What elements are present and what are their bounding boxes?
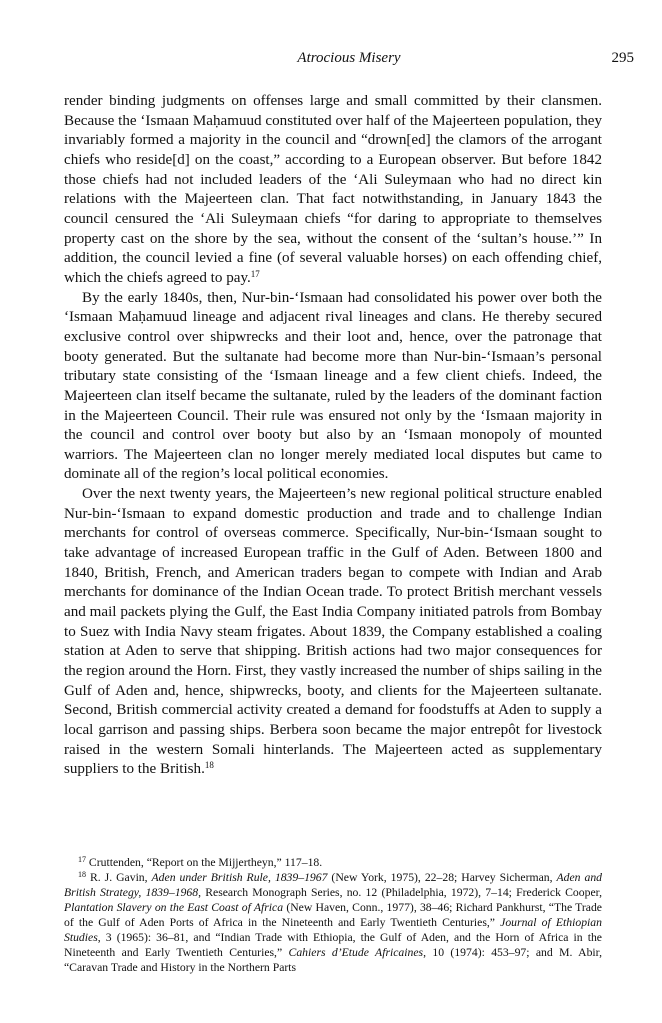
footnote-18-journal: Journal of Ethiopian Studies	[64, 916, 602, 944]
footnote-18-text: , Research Monograph Series, no. 12 (Philadelphia, 1972), 7–14; Frederick Cooper,	[198, 886, 602, 899]
footnote-18-text: , 3 (1965): 36–81, and “Indian Trade with Ethiopia, the Gulf of Aden, and the Horn of Africa in the Nineteenth and Early Twentieth Centuries,”	[64, 931, 602, 959]
paragraph-3	[64, 485, 602, 780]
footnote-18-title-gavin: Aden under British Rule, 1839–1967	[151, 871, 328, 884]
body-text	[64, 92, 602, 780]
footnote-18-text: , 10 (1974): 453–97; and M. Abir, “Caravan Trade and History in the Northern Parts	[64, 946, 603, 974]
footnote-17-mark: 17	[78, 855, 86, 864]
footnote-ref-18: 18	[204, 760, 214, 771]
footnotes	[64, 855, 602, 975]
paragraph-3-text: Over the next twenty years, the Majeerteen’s new regional political structure enabled Nur-bin-‘Ismaan to expand domestic production and trade and to challenge Indian merchants for control of overseas commerce. Specifically, Nur-bin-‘Ismaan sought to take advantage of increased European traffic in the Gulf of Aden. Between 1800 and 1840, British, French, and American traders began to compete with Indian and Arab merchants for dominance of the Indian Ocean trade. To protect British merchant vessels and mail packets plying the Gulf, the East India Company initiated patrols from Bombay to Suez with India Navy steam frigates. About 1839, the Company established a coaling station at Aden to serve that shipping. British actions had two major consequences for the region around the Horn. First, they vastly increased the number of ships sailing in the Gulf of Aden and, hence, shipwrecks, booty, and clients for the Majeerteen sultanate. Second, British commercial activity created a demand for foodstuffs at Aden to supply a local garrison and passing ships. Berbera soon became the major entrepôt for livestock raised in the western Somali hinterlands. The Majeerteen acted as supplementary suppliers to the British.	[64, 486, 602, 778]
page-number: 295	[611, 50, 634, 66]
running-title: Atrocious Misery	[297, 50, 401, 66]
footnote-18-title-sicherman: Aden and British Strategy, 1839–1968	[64, 871, 603, 899]
footnote-17-text: Cruttenden, “Report on the Mijjertheyn,” 117–18.	[88, 856, 323, 869]
footnote-ref-17: 17	[250, 268, 260, 279]
footnote-18-text: R. J. Gavin,	[89, 871, 152, 884]
paragraph-1	[64, 92, 602, 289]
footnote-18-title-cooper: Plantation Slavery on the East Coast of Africa	[64, 901, 284, 914]
footnote-18-cahiers: Cahiers d’Etude Africaines	[288, 946, 424, 959]
running-head	[64, 50, 634, 72]
paragraph-2	[64, 289, 602, 486]
paragraph-1-text: render binding judgments on offenses large and small committed by their clansmen. Because the ‘Ismaan Maḥamuud constituted over half of the Majeerteen population, they invariably formed a majority in the council and “drown[ed] the clamors of the arrogant chiefs who reside[d] on the coast,” according to a European observer. But before 1842 those chiefs had not included leaders of the ‘Ali Suleymaan who had no direct kin relations with the Majeerteen clan. That fact notwithstanding, in January 1843 the council censured the ‘Ali Suleymaan chiefs “for daring to appropriate to themselves property cast on the shore by the sea, without the consent of the ‘sultan’s house.’” In addition, the council levied a fine (of several valuable horses) on each offending chief, which the chiefs agreed to pay.	[64, 93, 602, 286]
footnote-18-text: (New Haven, Conn., 1977), 38–46; Richard Pankhurst, “The Trade of the Gulf of Aden Ports of Africa in the Nineteenth and Early Twentieth Centuries,”	[64, 901, 602, 929]
paragraph-2-text: By the early 1840s, then, Nur-bin-‘Ismaan had consolidated his power over both the ‘Ismaan Maḥamuud lineage and adjacent rival lineages and clans. He thereby secured exclusive control over shipwrecks and their loot and, hence, over the patronage that booty generated. But the sultanate had become more than Nur-bin-‘Ismaan’s personal tributary state consisting of the ‘Ismaan lineage and a few client chiefs. Indeed, the Majeerteen clan itself became the sultanate, ruled by the leaders of the dominant faction in the Majeerteen Council. Their rule was ensured not only by the ‘Ismaan majority in the council and control over booty but also by an ‘Ismaan monopoly of mounted warriors. The Majeerteen clan no longer merely mediated local disputes but came to dominate all of the region’s local political economies.	[64, 289, 602, 483]
footnote-17	[64, 855, 602, 870]
footnote-18-mark: 18	[78, 870, 86, 879]
footnote-18	[64, 870, 602, 975]
footnote-18-text: (New York, 1975), 22–28; Harvey Sicherman,	[327, 871, 557, 884]
